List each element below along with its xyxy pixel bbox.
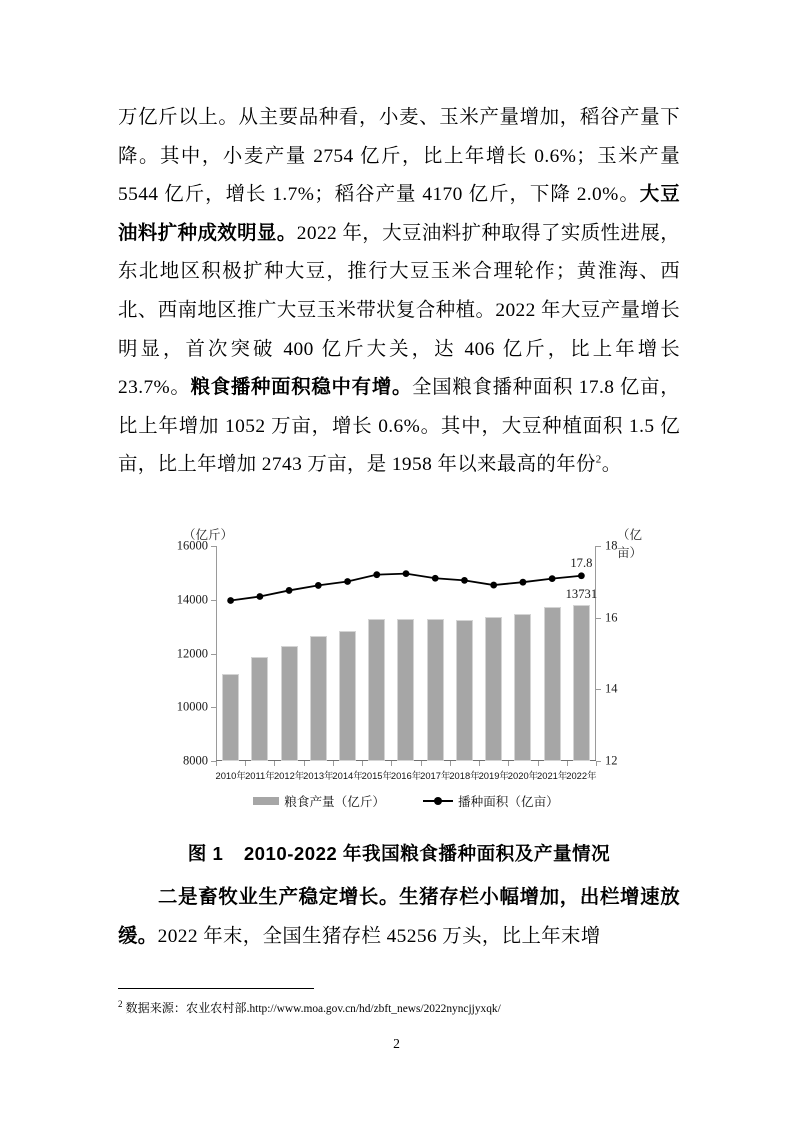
right-tick-label: 16 <box>605 610 618 625</box>
x-tick <box>538 761 539 766</box>
para1-run-2: 2022 年，大豆油料扩种取得了实质性进展，东北地区积极扩种大豆，推行大豆玉米合理轮作；黄淮海、西北、西南地区推广大豆玉米带状复合种植。2022 年大豆产量增长明显，首次突破 400 亿斤大关，达 406 亿斤，比上年增长 23.7%。 <box>118 222 680 399</box>
x-label-2020年: 2020年 <box>507 770 539 781</box>
line-marker-2021年 <box>549 575 556 582</box>
right-tick <box>596 761 601 762</box>
x-label-2010年: 2010年 <box>215 770 246 781</box>
x-label-2022年: 2022年 <box>566 770 597 781</box>
left-tick-label: 12000 <box>176 646 208 660</box>
left-tick <box>211 546 216 547</box>
x-label-2019年: 2019年 <box>478 770 509 781</box>
footnote-url[interactable]: http://www.moa.gov.cn/hd/zbft_news/2022nyncjjyxqk/ <box>249 1003 501 1015</box>
x-tick <box>362 761 363 766</box>
page-number: 2 <box>393 1036 400 1051</box>
paragraph-livestock <box>118 879 680 956</box>
line-marker-2014年 <box>344 578 351 585</box>
chart-plot-area <box>176 538 618 768</box>
left-tick-label: 8000 <box>183 753 208 768</box>
chart-right-axis-unit: （亿亩） <box>617 528 643 560</box>
footnote-marker: 2 <box>118 998 123 1009</box>
line-marker-2010年 <box>227 597 234 604</box>
chart-x-tick-labels <box>216 768 596 784</box>
data-label-13731: 13731 <box>565 586 598 601</box>
x-tick <box>421 761 422 766</box>
x-tick <box>333 761 334 766</box>
right-tick <box>596 689 601 690</box>
line-marker-2011年 <box>256 593 263 600</box>
footnote <box>118 1000 680 1018</box>
line-marker-2020年 <box>520 579 527 586</box>
x-label-2014年: 2014年 <box>332 770 363 781</box>
legend-item-line <box>423 791 559 810</box>
legend-item-bar <box>253 791 385 810</box>
right-tick <box>596 618 601 619</box>
x-tick <box>567 761 568 766</box>
line-marker-icon <box>423 796 453 806</box>
paragraph-grain-production <box>118 99 680 485</box>
bar-swatch-icon <box>253 797 279 805</box>
x-label-2011年: 2011年 <box>245 770 275 781</box>
x-tick <box>508 761 509 766</box>
x-tick <box>216 761 217 766</box>
legend-label-bar: 粮食产量（亿斤） <box>284 795 385 809</box>
line-marker-2012年 <box>286 587 293 594</box>
line-marker-2019年 <box>490 582 497 589</box>
left-tick <box>211 761 216 762</box>
para2-run-1: 2022 年末，全国生猪存栏 45256 万头，比上年末增 <box>157 925 601 947</box>
left-tick <box>211 600 216 601</box>
line-marker-2016年 <box>403 570 410 577</box>
right-tick <box>596 546 601 547</box>
figure-caption <box>118 840 680 866</box>
footnote-reference-marker: 2 <box>595 453 602 466</box>
line-marker-2022年 <box>578 572 585 579</box>
x-tick <box>304 761 305 766</box>
line-marker-2013年 <box>315 582 322 589</box>
left-tick <box>211 654 216 655</box>
x-tick <box>245 761 246 766</box>
x-label-2016年: 2016年 <box>390 770 422 781</box>
left-tick-label: 14000 <box>176 592 208 607</box>
right-tick-label: 12 <box>605 753 618 768</box>
footnote-separator <box>118 988 314 989</box>
right-tick-label: 14 <box>605 681 618 696</box>
line-marker-2015年 <box>373 571 380 578</box>
line-marker-2017年 <box>432 575 439 582</box>
para1-tail: 。 <box>601 454 622 476</box>
para1-run-0: 万亿斤以上。从主要品种看，小麦、玉米产量增加，稻谷产量下降。其中，小麦产量 2754 亿斤，比上年增长 0.6%；玉米产量 5544 亿斤，增长 1.7%；稻谷产量 4170 亿斤，下降 2.0%。 <box>118 107 680 206</box>
line-path <box>231 574 582 601</box>
line-marker-2018年 <box>461 577 468 584</box>
left-tick <box>211 707 216 708</box>
data-label-17.8: 17.8 <box>570 555 593 570</box>
para1-run-1: 大豆油料扩种成效明显。 <box>118 184 680 244</box>
figure-caption-label: 图 1 <box>187 843 224 864</box>
right-tick-label: 18 <box>605 538 618 553</box>
legend-label-line: 播种面积（亿亩） <box>458 795 559 809</box>
left-tick-label: 16000 <box>176 538 208 553</box>
chart-left-axis-unit: （亿斤） <box>183 528 234 542</box>
para2-run-0: 二是畜牧业生产稳定增长。生猪存栏小幅增加，出栏增速放缓。 <box>118 887 680 947</box>
para1-run-3: 粮食播种面积稳中有增。 <box>190 377 413 399</box>
x-label-2012年: 2012年 <box>273 770 305 781</box>
x-tick <box>479 761 480 766</box>
left-tick-label: 10000 <box>176 699 208 714</box>
chart-line-series <box>216 546 596 761</box>
chart-legend <box>216 791 596 810</box>
x-label-2013年: 2013年 <box>303 770 334 781</box>
x-label-2021年: 2021年 <box>537 770 568 781</box>
figure-1-chart <box>160 525 660 830</box>
figure-caption-title: 2010-2022 年我国粮食播种面积及产量情况 <box>243 843 611 864</box>
footnote-text: 数据来源：农业农村部. <box>125 1001 250 1015</box>
x-label-2017年: 2017年 <box>420 770 451 781</box>
x-tick <box>391 761 392 766</box>
x-tick <box>274 761 275 766</box>
x-label-2015年: 2015年 <box>361 770 392 781</box>
x-label-2018年: 2018年 <box>449 770 480 781</box>
para1-run-4: 全国粮食播种面积 17.8 亿亩，比上年增加 1052 万亩，增长 0.6%。其中，大豆种植面积 1.5 亿亩，比上年增加 2743 万亩，是 1958 年以来最高的年份 <box>118 377 680 476</box>
x-tick <box>450 761 451 766</box>
